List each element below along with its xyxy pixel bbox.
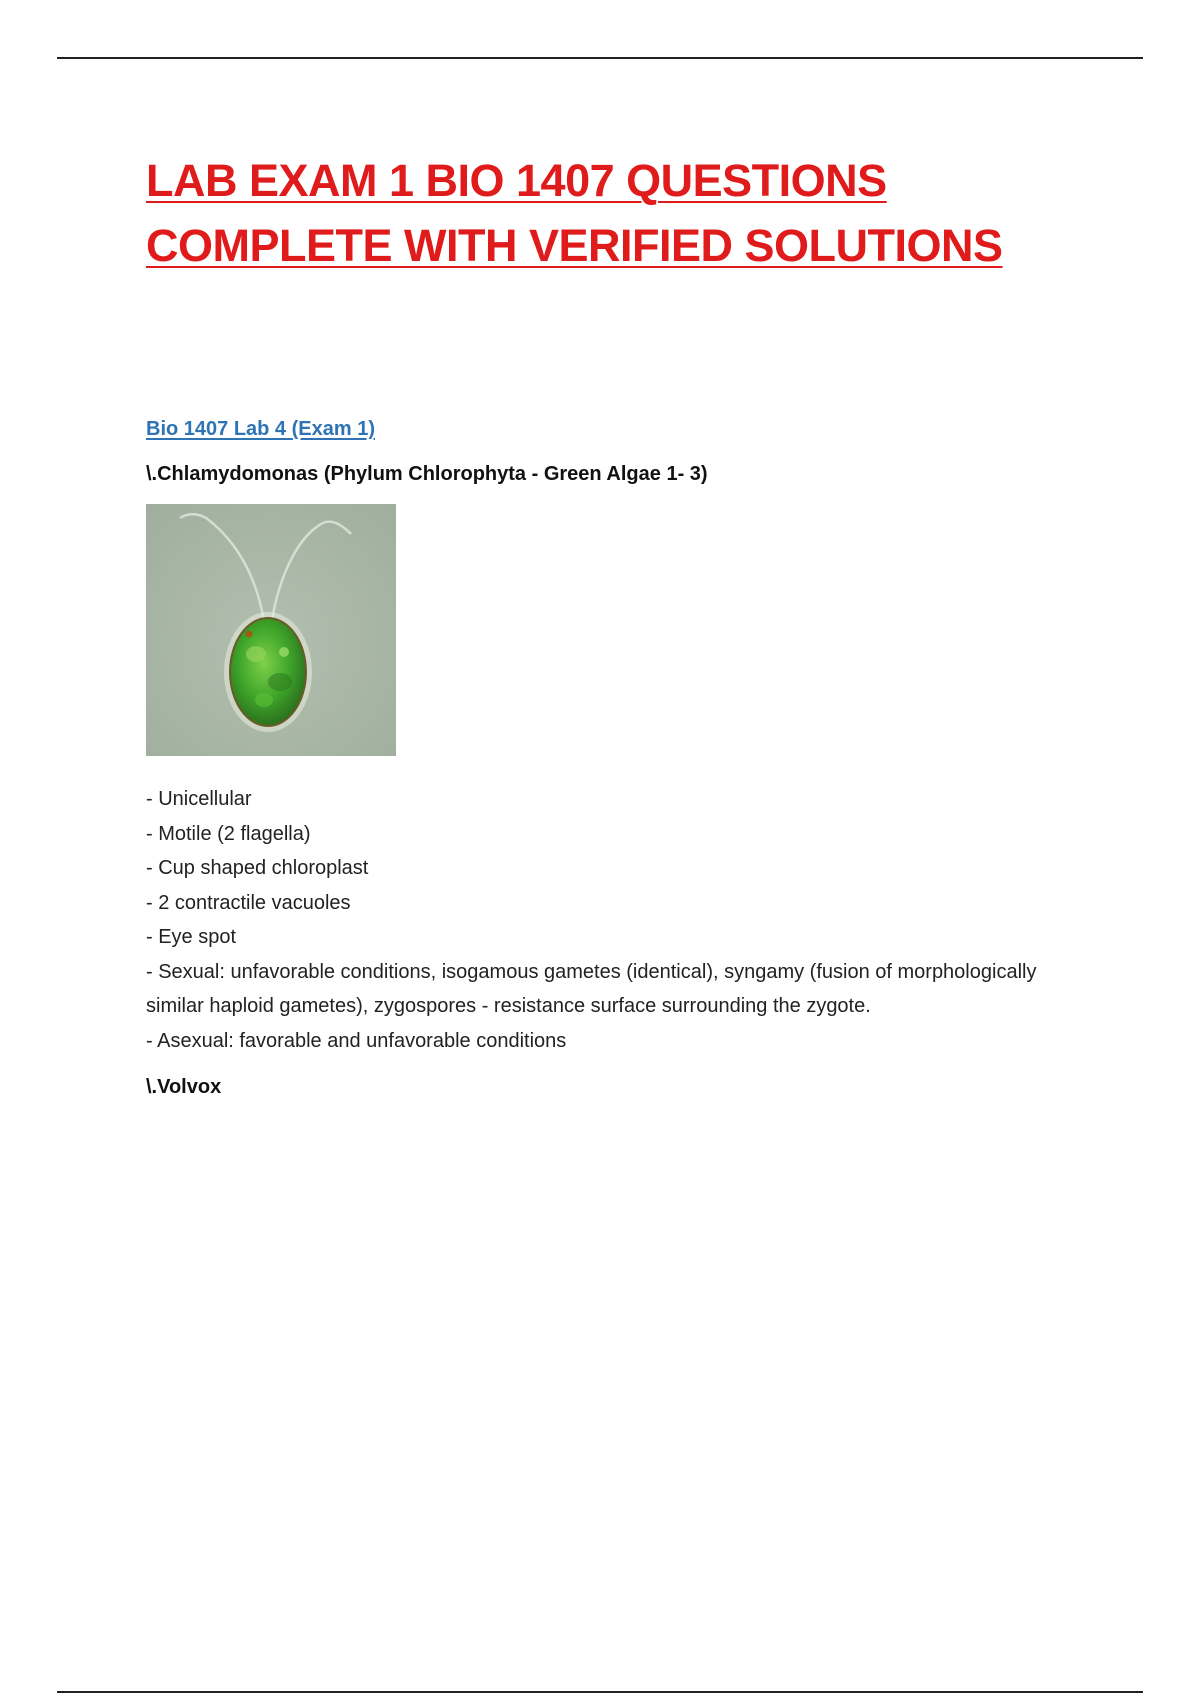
chlamydomonas-micrograph-image [146,504,396,756]
chlamydomonas-heading: \.Chlamydomonas (Phylum Chlorophyta - Green Algae 1- 3) [146,463,708,485]
bottom-rule [57,1691,1143,1693]
list-item: - Asexual: favorable and unfavorable conditions [146,1029,567,1052]
title-line-1: LAB EXAM 1 BIO 1407 QUESTIONS [146,155,887,206]
list-item: - Sexual: unfavorable conditions, isogamous gametes (identical), syngamy (fusion of morphologically similar haploid gametes), zygospores - resistance surface surrounding the zygote. [146,960,1037,1017]
section-link[interactable]: Bio 1407 Lab 4 (Exam 1) [146,418,375,440]
title-line-2: COMPLETE WITH VERIFIED SOLUTIONS [146,220,1003,271]
volvox-heading: \.Volvox [146,1076,222,1098]
list-item: - 2 contractile vacuoles [146,891,351,914]
list-item: - Unicellular [146,788,252,810]
list-item: - Cup shaped chloroplast [146,857,369,879]
list-item: - Eye spot [146,926,237,948]
document-title [146,148,1066,278]
document-body [146,148,1066,1099]
list-item: - Motile (2 flagella) [146,822,311,845]
chlamydomonas-traits-list [146,782,1046,1058]
top-rule [57,57,1143,59]
